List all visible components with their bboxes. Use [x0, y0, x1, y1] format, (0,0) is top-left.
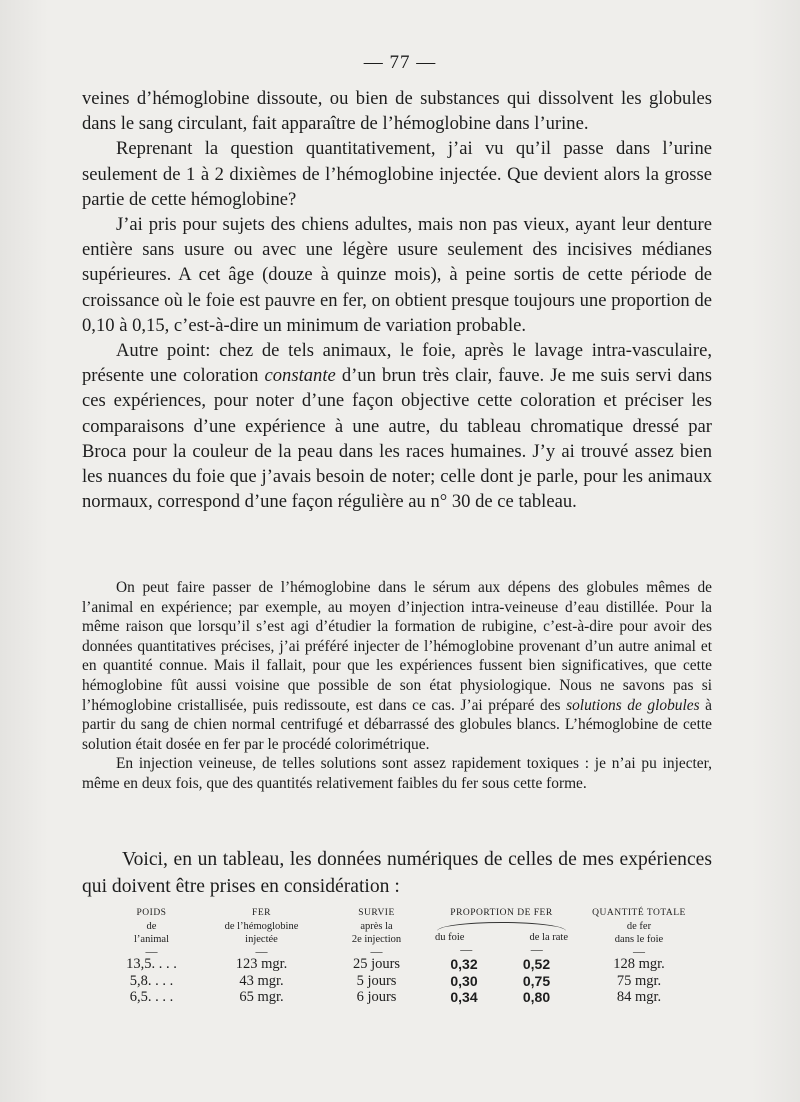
header-survie-1: SURVIE: [358, 908, 395, 918]
header-fer-3: injectée: [245, 934, 278, 945]
cell-fer: 123 mgr.: [235, 956, 288, 972]
note-1-start: On peut faire passer de l’hémoglobine dans le sérum aux dépens des globules mêmes de l’animal en expérience; par exemple, au moyen d’injection intra-veineuse d’eau distillée. Pour la même raison que lorsqu’il s’est agi d’étudier la formation de rubigine, c’est-à-dire pour avoir des données quantitatives précises, j’ai préféré injecter de l’hémoglobine provenant d’un autre animal et en quantité connue. Mais il fallait, pour que les expériences fussent bien significatives, que cette hémoglobine fût aussi voisine que possible de son état physiologique. Nous ne savons pas si l’hémoglobine cristallisée, puis redissoute, est dans ce cas. J’ai préparé des: [82, 579, 712, 714]
header-fer-1: FER: [252, 908, 271, 918]
header-fer-2: de l’hémoglobine: [224, 921, 299, 932]
header-poids-2: de: [146, 921, 157, 932]
header-survie-2: après la: [360, 921, 393, 932]
table-header-row: [104, 906, 704, 956]
cell-rate: 0,75: [522, 972, 551, 989]
header-dash: —: [255, 944, 268, 958]
header-survie-3: 2e injection: [351, 934, 402, 945]
paragraph-4-end: d’un brun très clair, fauve. Je me suis servi dans ces expériences, pour noter d’une façon objective cette coloration et préciser les comparaisons d’une expérience à une autre, du tableau chromatique dressé par Broca pour la couleur de la peau dans les races humaines. J’y ai trouvé assez bien les nuances du foie que j’avais besoin de noter; celle dont je parle, pour les animaux normaux, correspond d’une façon régulière au n° 30 de ce tableau.: [82, 365, 713, 513]
cell-rate: 0,52: [522, 956, 551, 972]
cell-foie: 0,32: [450, 956, 478, 972]
note-paragraph-2: En injection veineuse, de telles solutions sont assez rapidement toxiques : je n’ai pu injecter, même en deux fois, que des quantités relativement faibles du fer sous cette forme.: [82, 755, 712, 792]
page-number: — 77 —: [363, 52, 437, 73]
table-intro-text: Voici, en un tableau, les données numériques de celles de mes expériences qui doivent être prises en considération :: [82, 849, 712, 897]
header-survie: [324, 906, 429, 956]
note-1-end: à partir du sang de chien normal centrifugé et débarrassé des globules blancs. L’hémoglobine de cette solution était dosée en fer par le procédé colorimétrique.: [82, 696, 712, 753]
header-proportion: [429, 906, 574, 956]
header-quantite-3: dans le foie: [614, 934, 664, 945]
header-poids-3: l’animal: [134, 934, 169, 945]
header-poids: [104, 906, 199, 956]
cell-foie: 0,34: [450, 989, 478, 1005]
header-dash: —: [460, 942, 473, 956]
header-brace: [437, 922, 566, 931]
header-dash: —: [370, 944, 383, 958]
cell-poids: 5,8. . . .: [129, 972, 174, 989]
cell-total: 75 mgr.: [616, 972, 662, 989]
cell-survie: 5 jours: [356, 972, 397, 989]
table-row: [104, 989, 704, 1006]
emphasis-solutions: solutions de globules: [566, 696, 700, 714]
paragraph-2: Reprenant la question quantitativement, j’ai vu qu’il passe dans l’urine seulement de 1 à 2 dixièmes de l’hémoglobine injectée. Que devient alors la grosse partie de cette hémoglobine?: [82, 138, 712, 210]
table-row: [104, 956, 704, 973]
emphasis-constante: constante: [264, 365, 336, 387]
header-quantite-2: de fer: [626, 921, 652, 932]
cell-fer: 43 mgr.: [239, 972, 284, 989]
header-proportion-dashes: [431, 944, 572, 954]
cell-poids: 13,5. . . .: [126, 956, 177, 972]
cell-total: 84 mgr.: [616, 989, 662, 1005]
header-dash: —: [633, 944, 645, 958]
header-foie: du foie: [435, 932, 465, 943]
cell-rate: 0,80: [522, 989, 551, 1005]
header-fer: [199, 906, 324, 956]
paragraph-4-start: Autre point: chez de tels animaux, le foie, après le lavage intra-vasculaire, présente une coloration: [82, 340, 712, 387]
table-intro: [82, 846, 712, 900]
footnote-block: [82, 578, 712, 794]
header-rate: de la rate: [529, 932, 568, 943]
cell-survie: 6 jours: [356, 989, 397, 1005]
main-text: [82, 86, 712, 514]
cell-fer: 65 mgr.: [239, 989, 284, 1005]
cell-poids: 6,5. . . .: [129, 989, 174, 1005]
paragraph-4: [82, 338, 712, 514]
header-quantite-1: QUANTITÉ TOTALE: [592, 908, 686, 918]
table-row: [104, 973, 704, 990]
cell-survie: 25 jours: [352, 956, 401, 972]
header-dash: —: [145, 944, 158, 958]
header-dash: —: [530, 942, 543, 956]
note-paragraph-1: [82, 578, 712, 754]
cell-total: 128 mgr.: [613, 956, 665, 972]
header-proportion-sub: [431, 931, 572, 944]
cell-foie: 0,30: [450, 972, 478, 989]
data-table: [104, 906, 704, 1006]
header-quantite: [574, 906, 704, 956]
paragraph-1: veines d’hémoglobine dissoute, ou bien de substances qui dissolvent les globules dans le sang circulant, fait apparaître de l’hémoglobine dans l’urine.: [82, 88, 712, 135]
paragraph-3: J’ai pris pour sujets des chiens adultes, mais non pas vieux, ayant leur denture entière sans usure ou avec une légère usure seulement des incisives médianes supérieures. A cet âge (douze à quinze mois), à peine sortis de cette période de croissance où le foie est pauvre en fer, on obtient presque toujours une proportion de 0,10 à 0,15, c’est-à-dire un minimum de variation probable.: [82, 214, 712, 336]
header-poids-1: POIDS: [136, 908, 167, 918]
header-proportion-title: PROPORTION DE FER: [450, 908, 553, 918]
